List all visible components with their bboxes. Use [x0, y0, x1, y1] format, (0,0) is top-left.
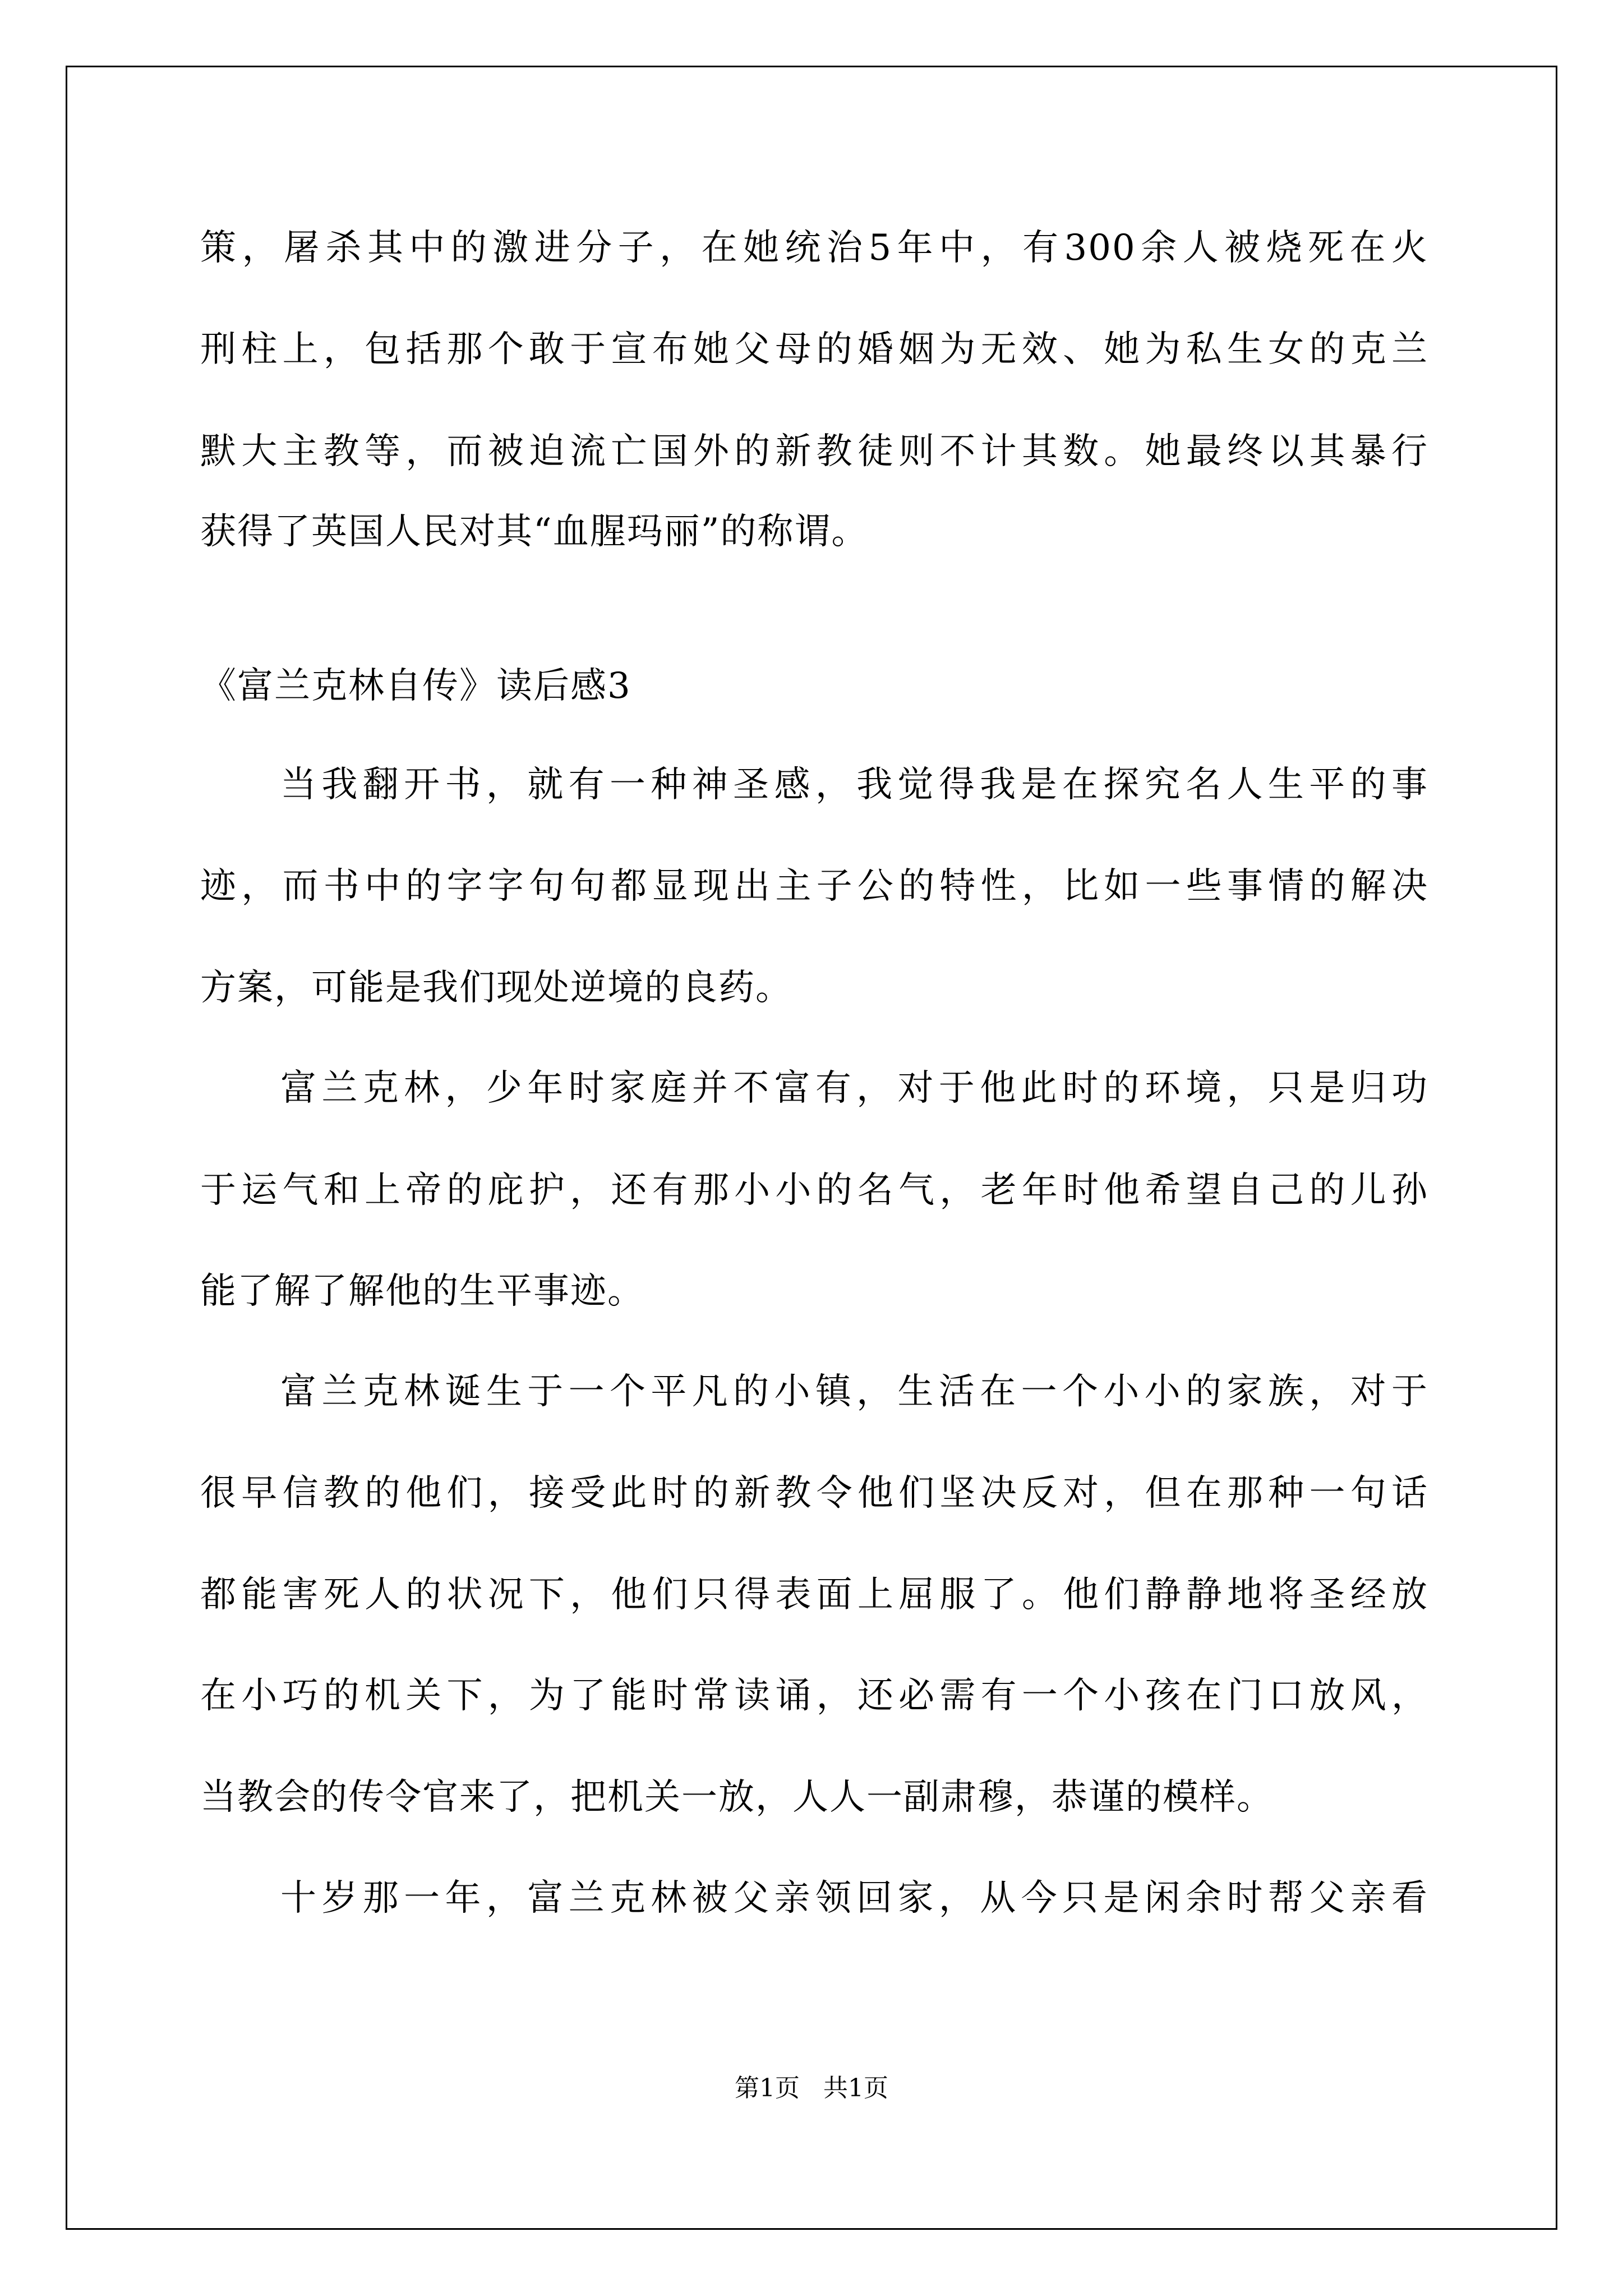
paragraph-3-line-3: 方案，可能是我们现处逆境的良药。 [200, 967, 792, 1009]
paragraph-1-line-1: 策，屠杀其中的激进分子，在她统治5年中，有300余人被烧死在火 [200, 227, 1428, 269]
paragraph-3-line-1: 当我翻开书，就有一种神圣感，我觉得我是在探究名人生平的事 [280, 764, 1428, 806]
paragraph-5-line-4: 在小巧的机关下，为了能时常读诵，还必需有一个小孩在门口放风， [200, 1675, 1428, 1717]
paragraph-4-line-3: 能了解了解他的生平事迹。 [200, 1271, 644, 1312]
paragraph-4-line-2: 于运气和上帝的庇护，还有那小小的名气，老年时他希望自己的儿孙 [200, 1170, 1428, 1211]
page-footer: 第1页 共1页 [735, 2074, 888, 2102]
paragraph-1-line-3: 默大主教等，而被迫流亡国外的新教徒则不计其数。她最终以其暴行 [200, 431, 1428, 472]
section-heading: 《富兰克林自传》读后感3 [200, 665, 631, 707]
paragraph-3-line-2: 迹，而书中的字字句句都显现出主子公的特性，比如一些事情的解决 [200, 866, 1428, 907]
paragraph-4-line-1: 富兰克林，少年时家庭并不富有，对于他此时的环境，只是归功 [280, 1068, 1428, 1109]
paragraph-1-line-2: 刑柱上，包括那个敢于宣布她父母的婚姻为无效、她为私生女的克兰 [200, 329, 1428, 370]
paragraph-6-line-1: 十岁那一年，富兰克林被父亲领回家，从今只是闲余时帮父亲看 [280, 1878, 1428, 1919]
paragraph-5-line-1: 富兰克林诞生于一个平凡的小镇，生活在一个小小的家族，对于 [280, 1371, 1428, 1412]
paragraph-5-line-3: 都能害死人的状况下，他们只得表面上屈服了。他们静静地将圣经放 [200, 1574, 1428, 1616]
paragraph-5-line-2: 很早信教的他们，接受此时的新教令他们坚决反对，但在那种一句话 [200, 1473, 1428, 1514]
paragraph-5-line-5: 当教会的传令官来了，把机关一放，人人一副肃穆，恭谨的模样。 [200, 1777, 1274, 1818]
paragraph-1-line-4: 获得了英国人民对其“血腥玛丽”的称谓。 [200, 511, 869, 553]
